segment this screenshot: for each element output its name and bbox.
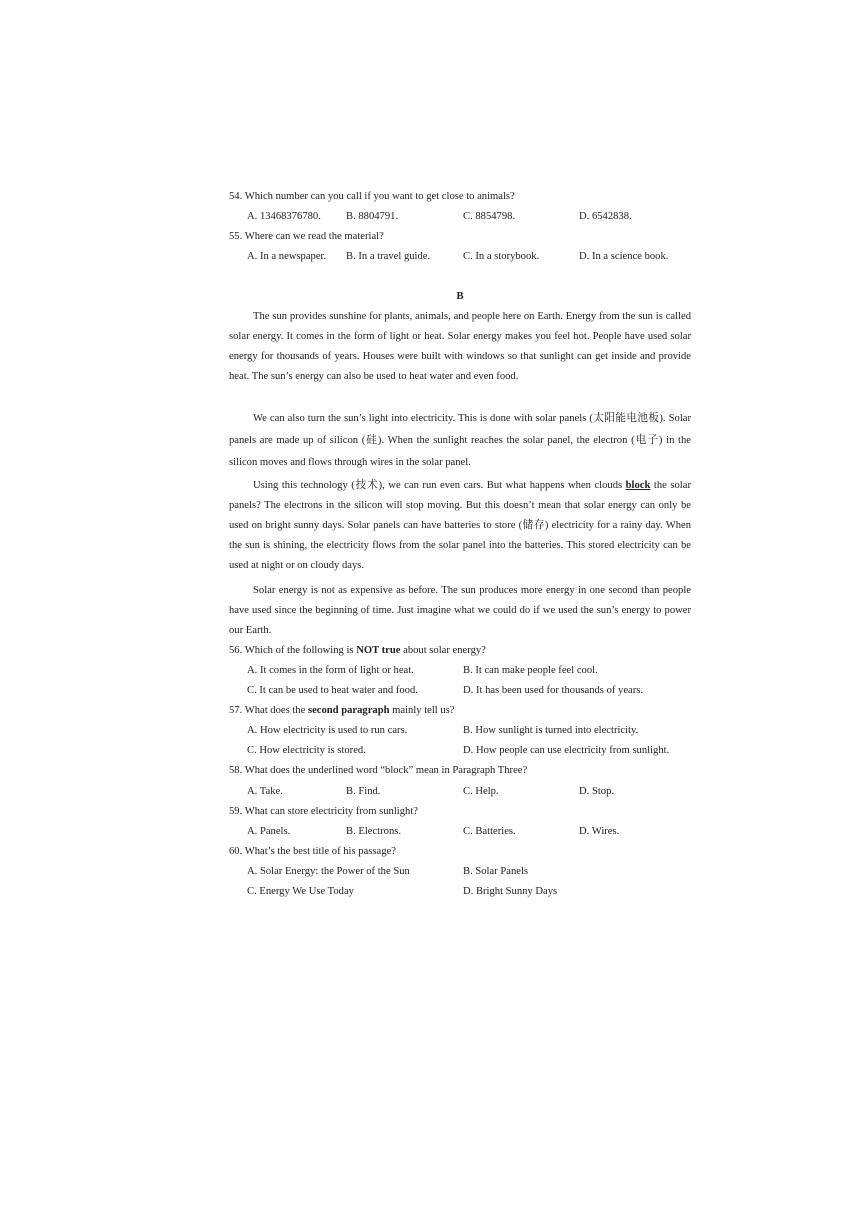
q57-stem-part-2: mainly tell us?	[389, 705, 455, 716]
q60-stem: 60. What’s the best title of his passage?	[229, 846, 396, 857]
passage-paragraph-2	[229, 408, 691, 474]
paragraph-3-part-1: Using this technology (技术), we can run even cars. But what happens when clouds	[253, 480, 626, 491]
q55-option-b: B. In a travel guide.	[346, 251, 431, 262]
q56-option-a: A. It comes in the form of light or heat.	[247, 665, 414, 676]
q56-option-c: C. It can be used to heat water and food.	[247, 685, 418, 696]
q55-option-c: C. In a storybook.	[463, 251, 540, 262]
q55-option-a: A. In a newspaper.	[247, 251, 327, 262]
q54-option-b: B. 8804791.	[346, 211, 399, 222]
paragraph-3-part-2: the solar panels? The electrons in the silicon will stop moving. But this doesn’t mean that solar energy can only be used on bright sunny days. Solar panels can have batteries to store (储存) electricity for a rainy day. When the sun is shining, the electricity flows from the solar panel into the batteries. This stored electricity can be used at night or on cloudy days.	[229, 480, 691, 571]
q56-stem-emphasis: NOT true	[356, 645, 401, 656]
q54-option-a: A. 13468376780.	[247, 211, 321, 222]
q57-stem	[229, 705, 455, 716]
q58-option-a: A. Take.	[247, 786, 283, 797]
passage-paragraph-3	[229, 476, 691, 576]
paragraph-3-text	[229, 476, 691, 576]
section-title: B	[456, 291, 464, 302]
q56-stem-part-1: 56. Which of the following is	[229, 645, 357, 656]
paragraph-1-text: The sun provides sunshine for plants, animals, and people here on Earth. Energy from the sun is called solar energy. It comes in the form of light or heat. Solar energy makes you feel hot. People have used solar energy for thousands of years. Houses were built with windows so that sunlight can get inside and provide heat. The sun’s energy can also be used to heat water and even food.	[229, 311, 691, 382]
q59-stem: 59. What can store electricity from sunlight?	[229, 806, 418, 817]
q58-stem: 58. What does the underlined word “block” mean in Paragraph Three?	[229, 765, 528, 776]
q58-option-d: D. Stop.	[579, 786, 615, 797]
q55-stem: 55. Where can we read the material?	[229, 231, 384, 242]
q60-option-d: D. Bright Sunny Days	[463, 886, 558, 897]
q60-option-a: A. Solar Energy: the Power of the Sun	[247, 866, 410, 877]
paragraph-4-text: Solar energy is not as expensive as before. The sun produces more energy in one second than people have used since the beginning of time. Just imagine what we could do if we used the sun’s energy to power our Earth.	[229, 585, 691, 636]
underlined-word-block: block	[625, 480, 651, 491]
passage-paragraph-4	[229, 581, 691, 641]
q54-option-d: D. 6542838.	[579, 211, 632, 222]
q57-stem-emphasis: second paragraph	[307, 705, 390, 716]
q59-option-b: B. Electrons.	[346, 826, 402, 837]
q57-option-a: A. How electricity is used to run cars.	[247, 725, 408, 736]
q56-stem-part-2: about solar energy?	[400, 645, 486, 656]
q60-option-c: C. Energy We Use Today	[247, 886, 354, 897]
q57-option-d: D. How people can use electricity from sunlight.	[463, 745, 670, 756]
q59-option-c: C. Batteries.	[463, 826, 516, 837]
q57-option-c: C. How electricity is stored.	[247, 745, 366, 756]
q55-option-d: D. In a science book.	[579, 251, 669, 262]
q59-option-d: D. Wires.	[579, 826, 620, 837]
q56-option-d: D. It has been used for thousands of years.	[463, 685, 644, 696]
q58-option-b: B. Find.	[346, 786, 381, 797]
q60-option-b: B. Solar Panels	[463, 866, 529, 877]
q54-stem: 54. Which number can you call if you want to get close to animals?	[229, 191, 515, 202]
passage-paragraph-1	[229, 307, 691, 387]
q59-option-a: A. Panels.	[247, 826, 291, 837]
q56-option-b: B. It can make people feel cool.	[463, 665, 598, 676]
q57-stem-part-1: 57. What does the	[229, 705, 308, 716]
q54-option-c: C. 8854798.	[463, 211, 516, 222]
q56-stem	[229, 645, 486, 656]
paragraph-2-text: We can also turn the sun’s light into electricity. This is done with solar panels (太阳能电池板). Solar panels are made up of silicon (硅). When the sunlight reaches the solar panel, the electron (电子) in the silicon moves and flows through wires in the solar panel.	[229, 413, 691, 468]
q58-option-c: C. Help.	[463, 786, 499, 797]
q57-option-b: B. How sunlight is turned into electricity.	[463, 725, 639, 736]
